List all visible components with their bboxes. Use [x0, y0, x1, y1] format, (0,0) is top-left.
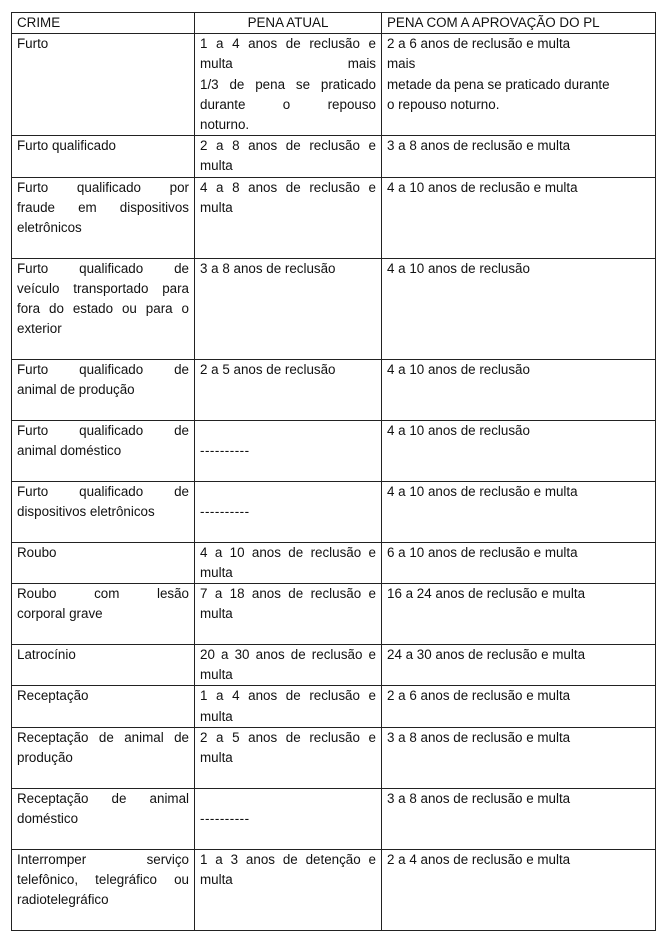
table-header-row: [12, 13, 656, 34]
pena-atual-cell: [195, 542, 382, 583]
pena-atual-cell: [195, 788, 382, 849]
cell-line: Furto: [17, 36, 49, 52]
cell-line: 16 a 24 anos de reclusão e multa: [387, 586, 586, 602]
crime-cell: [12, 645, 195, 686]
cell-line: 1 a 4 anos de reclusão e: [200, 688, 376, 704]
cell-line: eletrônicos: [17, 220, 82, 236]
pena-pl-cell: [382, 177, 656, 258]
pena-atual-cell: [195, 258, 382, 359]
cell-line: 3 a 8 anos de reclusão: [200, 260, 336, 276]
cell-line: ----------: [200, 810, 250, 826]
pena-pl-cell: [382, 420, 656, 481]
crime-cell: [12, 727, 195, 788]
cell-line: Furto qualificado: [17, 138, 116, 154]
cell-line: metade da pena se praticado durante: [387, 76, 610, 92]
table-row: [12, 542, 656, 583]
cell-line: animal doméstico: [17, 442, 122, 458]
pena-pl-cell: [382, 645, 656, 686]
cell-line: mais: [387, 56, 416, 72]
cell-line: 4 a 10 anos de reclusão e multa: [387, 483, 578, 499]
cell-line: fora do estado ou para o: [17, 301, 189, 317]
crime-cell: [12, 788, 195, 849]
table-row: [12, 481, 656, 542]
header-crime: CRIME: [12, 13, 195, 34]
cell-line: Furto qualificado de: [17, 483, 189, 499]
crime-cell: [12, 584, 195, 645]
table-row: [12, 34, 656, 136]
pena-pl-cell: [382, 481, 656, 542]
cell-line: multa: [200, 564, 233, 580]
cell-line: multa: [200, 750, 233, 766]
crime-cell: [12, 542, 195, 583]
table-row: [12, 849, 656, 930]
cell-line: 1/3 de pena se praticado: [200, 76, 376, 92]
cell-line: corporal grave: [17, 606, 103, 622]
pena-atual-cell: [195, 420, 382, 481]
pena-pl-cell: [382, 34, 656, 136]
cell-line: multa: [200, 708, 233, 724]
cell-line: 4 a 10 anos de reclusão: [387, 422, 530, 438]
header-pena-atual: PENA ATUAL: [195, 13, 382, 34]
pena-pl-cell: [382, 788, 656, 849]
crime-cell: [12, 359, 195, 420]
header-pena-pl: PENA COM A APROVAÇÃO DO PL: [382, 13, 656, 34]
cell-line: Receptação de animal de: [17, 729, 189, 745]
cell-line: 2 a 5 anos de reclusão: [200, 361, 336, 377]
cell-line: Receptação de animal: [17, 790, 189, 806]
pena-pl-cell: [382, 136, 656, 177]
crime-cell: [12, 849, 195, 930]
cell-line: veículo transportado para: [17, 280, 189, 296]
crime-cell: [12, 481, 195, 542]
cell-line: Furto qualificado de: [17, 260, 189, 276]
pena-atual-cell: [195, 727, 382, 788]
table-row: [12, 686, 656, 727]
crime-cell: [12, 34, 195, 136]
table-row: [12, 359, 656, 420]
cell-line: 4 a 10 anos de reclusão e: [200, 544, 376, 560]
crime-cell: [12, 420, 195, 481]
cell-line: 4 a 10 anos de reclusão: [387, 260, 530, 276]
pena-atual-cell: [195, 849, 382, 930]
pena-atual-cell: [195, 645, 382, 686]
cell-line: 4 a 10 anos de reclusão: [387, 361, 530, 377]
cell-line: Interromper serviço: [17, 851, 189, 867]
cell-line: noturno.: [200, 117, 250, 133]
cell-line: 2 a 6 anos de reclusão e multa: [387, 36, 571, 52]
pena-atual-cell: [195, 584, 382, 645]
cell-line: Furto qualificado de: [17, 361, 189, 377]
penalty-comparison-table: [11, 12, 656, 931]
cell-line: Latrocínio: [17, 647, 76, 663]
cell-line: doméstico: [17, 811, 79, 827]
crime-cell: [12, 136, 195, 177]
pena-pl-cell: [382, 727, 656, 788]
table-row: [12, 584, 656, 645]
table-row: [12, 788, 656, 849]
cell-line: 20 a 30 anos de reclusão e: [200, 647, 376, 663]
cell-line: 3 a 8 anos de reclusão e multa: [387, 790, 571, 806]
crime-cell: [12, 686, 195, 727]
cell-line: telefônico, telegráfico ou: [17, 872, 189, 888]
pena-atual-cell: [195, 481, 382, 542]
pena-pl-cell: [382, 359, 656, 420]
cell-line: 4 a 8 anos de reclusão e: [200, 179, 376, 195]
cell-line: Furto qualificado por: [17, 179, 189, 195]
cell-line: 3 a 8 anos de reclusão e multa: [387, 729, 571, 745]
pena-pl-cell: [382, 584, 656, 645]
cell-line: multa mais: [200, 56, 376, 72]
cell-line: 2 a 6 anos de reclusão e multa: [387, 688, 571, 704]
cell-line: Receptação: [17, 688, 89, 704]
pena-atual-cell: [195, 177, 382, 258]
table-row: [12, 645, 656, 686]
cell-line: Furto qualificado de: [17, 422, 189, 438]
pena-pl-cell: [382, 849, 656, 930]
cell-line: 6 a 10 anos de reclusão e multa: [387, 544, 578, 560]
pena-atual-cell: [195, 34, 382, 136]
cell-line: fraude em dispositivos: [17, 199, 189, 215]
table-row: [12, 258, 656, 359]
cell-line: animal de produção: [17, 381, 135, 397]
cell-line: Roubo com lesão: [17, 586, 189, 602]
crime-cell: [12, 177, 195, 258]
cell-line: 1 a 4 anos de reclusão e: [200, 36, 376, 52]
cell-line: 3 a 8 anos de reclusão e multa: [387, 138, 571, 154]
pena-pl-cell: [382, 258, 656, 359]
cell-line: 2 a 8 anos de reclusão e: [200, 138, 376, 154]
cell-line: multa: [200, 158, 233, 174]
cell-line: o repouso noturno.: [387, 96, 500, 112]
cell-line: produção: [17, 750, 73, 766]
cell-line: multa: [200, 606, 233, 622]
pena-pl-cell: [382, 542, 656, 583]
cell-line: durante o repouso: [200, 96, 376, 112]
cell-line: 2 a 4 anos de reclusão e multa: [387, 851, 571, 867]
table-row: [12, 420, 656, 481]
cell-line: 4 a 10 anos de reclusão e multa: [387, 179, 578, 195]
cell-line: ----------: [200, 442, 250, 458]
pena-atual-cell: [195, 359, 382, 420]
cell-line: multa: [200, 667, 233, 683]
table-row: [12, 727, 656, 788]
crime-cell: [12, 258, 195, 359]
cell-line: multa: [200, 199, 233, 215]
cell-line: 7 a 18 anos de reclusão e: [200, 586, 376, 602]
cell-line: exterior: [17, 321, 62, 337]
cell-line: 2 a 5 anos de reclusão e: [200, 729, 376, 745]
cell-line: ----------: [200, 503, 250, 519]
cell-line: multa: [200, 872, 233, 888]
table-row: [12, 177, 656, 258]
table-row: [12, 136, 656, 177]
pena-atual-cell: [195, 686, 382, 727]
pena-pl-cell: [382, 686, 656, 727]
cell-line: 1 a 3 anos de detenção e: [200, 851, 376, 867]
cell-line: dispositivos eletrônicos: [17, 503, 155, 519]
cell-line: radiotelegráfico: [17, 892, 109, 908]
cell-line: 24 a 30 anos de reclusão e multa: [387, 647, 586, 663]
cell-line: Roubo: [17, 544, 57, 560]
pena-atual-cell: [195, 136, 382, 177]
